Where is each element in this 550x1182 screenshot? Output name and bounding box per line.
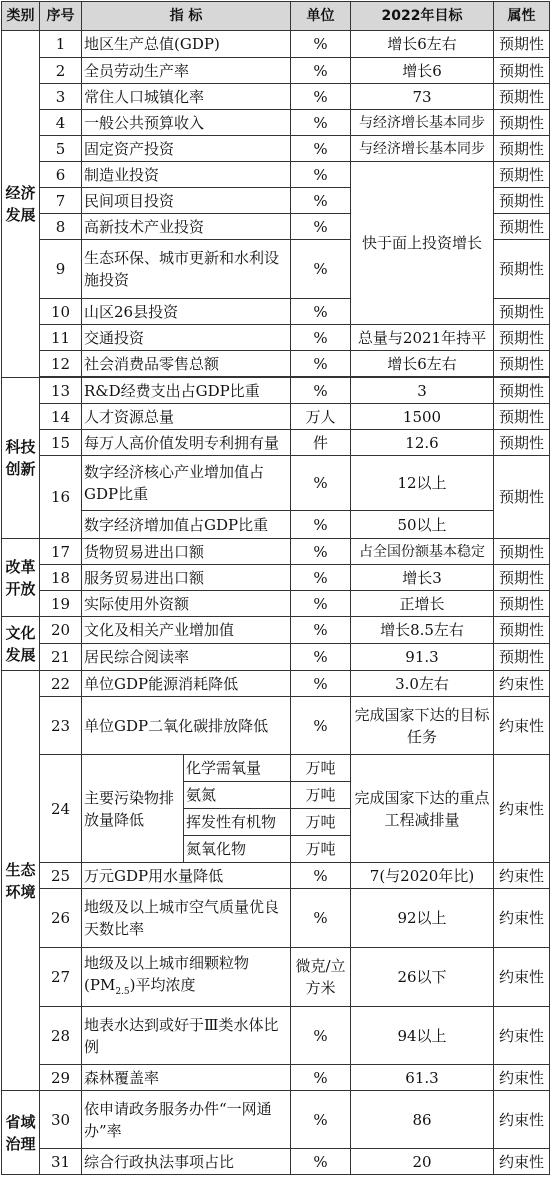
table-row: 4 一般公共预算收入 % 与经济增长基本同步 预期性: [2, 110, 550, 136]
table-row: 14 人才资源总量 万人 1500 预期性: [2, 404, 550, 430]
category-gov: 省域 治理: [2, 1091, 40, 1175]
table-row: 9 生态环保、城市更新和水利设施投资 % 预期性: [2, 240, 550, 299]
table-row: 挥发性有机物 万吨: [2, 809, 550, 836]
category-econ: 经济 发展: [2, 31, 40, 378]
table-row: 19 实际使用外资额 % 正增长 预期性: [2, 591, 550, 617]
table-row: 28 地表水达到或好于Ⅲ类水体比例 % 94以上 约束性: [2, 1007, 550, 1065]
category-reform: 改革 开放: [2, 539, 40, 617]
table-row: 15 每万人高价值发明专利拥有量 件 12.6 预期性: [2, 430, 550, 456]
table-row: 文化 发展 20 文化及相关产业增加值 % 增长8.5左右 预期性: [2, 617, 550, 644]
table-row: 29 森林覆盖率 % 61.3 约束性: [2, 1065, 550, 1091]
pm25-indicator: 地级及以上城市细颗粒物 $(PM_{2.5})$平均浓度: [82, 948, 291, 1007]
table-row: 生态 环境 22 单位GDP能源消耗降低 % 3.0左右 约束性: [2, 671, 550, 697]
header-indicator: 指 标: [82, 2, 291, 31]
table-row: 5 固定资产投资 % 与经济增长基本同步 预期性: [2, 136, 550, 162]
targets-table: [1, 1, 550, 1175]
table-row: 26 地级及以上城市空气质量优良天数比率 % 92以上 约束性: [2, 889, 550, 948]
category-culture: 文化 发展: [2, 617, 40, 671]
table-row: 7 民间项目投资 % 预期性: [2, 188, 550, 214]
table-row: 10 山区26县投资 % 预期性: [2, 299, 550, 325]
category-tech: 科技 创新: [2, 378, 40, 539]
header-attr: 属性: [494, 2, 550, 31]
header-unit: 单位: [291, 2, 351, 31]
table-row: 12 社会消费品零售总额 % 增长6左右 预期性: [2, 351, 550, 377]
header-category: 类别: [2, 2, 40, 31]
table-row: 16 数字经济核心产业增加值占GDP比重 % 12以上 预期性: [2, 456, 550, 511]
table-row: 18 服务贸易进出口额 % 增长3 预期性: [2, 565, 550, 591]
table-row: 25 万元GDP用水量降低 % 7(与2020年比) 约束性: [2, 863, 550, 889]
table-row: 21 居民综合阅读率 % 91.3 预期性: [2, 644, 550, 671]
table-row: 改革 开放 17 货物贸易进出口额 % 占全国份额基本稳定 预期性: [2, 539, 550, 565]
header-target: 2022年目标: [351, 2, 494, 31]
table-row: 27 地级及以上城市细颗粒物 $(PM_{2.5})$平均浓度 微克/立方米 26以下 约束性: [2, 948, 550, 1007]
table-row: 科技 创新 13 R&D经费支出占GDP比重 % 3 预期性: [2, 378, 550, 404]
table-row: 23 单位GDP二氧化碳排放降低 % 完成国家下达的目标任务 约束性: [2, 697, 550, 755]
table-row: 3 常住人口城镇化率 % 73 预期性: [2, 84, 550, 110]
merged-target-6-10: 快于面上投资增长: [351, 162, 494, 325]
category-eco: 生态 环境: [2, 671, 40, 1091]
table-row: 31 综合行政执法事项占比 % 20 约束性: [2, 1149, 550, 1175]
table-row: 数字经济增加值占GDP比重 % 50以上: [2, 511, 550, 539]
table-row: 24 主要污染物排放量降低 化学需氧量 万吨 完成国家下达的重点工程减排量 约束性: [2, 755, 550, 782]
header-no: 序号: [40, 2, 82, 31]
table-row: 省域 治理 30 依申请政务服务办件“一网通办”率 % 86 约束性: [2, 1091, 550, 1149]
table-row: 11 交通投资 % 总量与2021年持平 预期性: [2, 325, 550, 351]
table-row: 氨氮 万吨: [2, 782, 550, 809]
table-row: 6 制造业投资 % 快于面上投资增长 预期性: [2, 162, 550, 188]
table-row: 氮氧化物 万吨: [2, 836, 550, 863]
table-row: 经济 发展 1 地区生产总值(GDP) % 增长6左右 预期性: [2, 31, 550, 58]
table-row: 8 高新技术产业投资 % 预期性: [2, 214, 550, 240]
table-row: 2 全员劳动生产率 % 增长6 预期性: [2, 58, 550, 84]
header-row: [2, 2, 550, 31]
